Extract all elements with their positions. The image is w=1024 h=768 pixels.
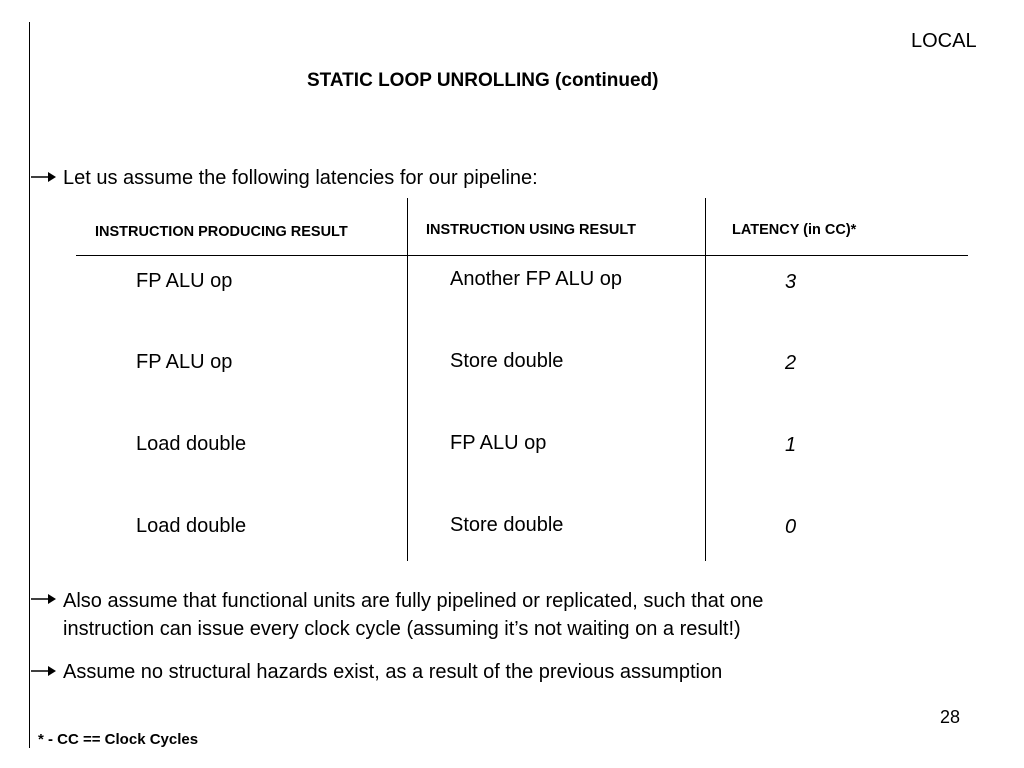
footnote: * - CC == Clock Cycles bbox=[38, 731, 199, 748]
table-column-divider bbox=[407, 198, 408, 561]
bullet-text: Let us assume the following latencies for our pipeline: bbox=[63, 167, 538, 189]
corner-label: LOCAL bbox=[911, 30, 977, 52]
arrow-right-icon bbox=[30, 663, 58, 679]
bullet-text-line-1: Also assume that functional units are fully pipelined or replicated, such that one bbox=[63, 590, 764, 612]
slide-title: STATIC LOOP UNROLLING (continued) bbox=[307, 70, 659, 91]
table-column-divider bbox=[705, 198, 706, 561]
user-cell: Another FP ALU op bbox=[450, 268, 622, 290]
user-cell: Store double bbox=[450, 350, 564, 372]
bullet-text: Assume no structural hazards exist, as a result of the previous assumption bbox=[63, 661, 723, 683]
column-header-user: INSTRUCTION USING RESULT bbox=[426, 222, 636, 238]
producer-cell: Load double bbox=[136, 515, 247, 537]
producer-cell: FP ALU op bbox=[136, 270, 233, 292]
column-header-producer: INSTRUCTION PRODUCING RESULT bbox=[95, 224, 348, 240]
column-header-latency: LATENCY (in CC)* bbox=[732, 222, 857, 238]
latency-cell: 1 bbox=[785, 434, 797, 456]
arrow-right-icon bbox=[30, 591, 58, 607]
latency-cell: 3 bbox=[785, 271, 797, 293]
latency-cell: 0 bbox=[785, 516, 797, 538]
page-number: 28 bbox=[940, 707, 961, 727]
user-cell: Store double bbox=[450, 514, 564, 536]
left-margin-rule bbox=[29, 22, 30, 748]
user-cell: FP ALU op bbox=[450, 432, 547, 454]
producer-cell: FP ALU op bbox=[136, 351, 233, 373]
table-header-rule bbox=[76, 255, 968, 256]
producer-cell: Load double bbox=[136, 433, 247, 455]
arrow-right-icon bbox=[30, 169, 58, 185]
latency-cell: 2 bbox=[785, 352, 797, 374]
bullet-text-line-2: instruction can issue every clock cycle (assuming it’s not waiting on a result!) bbox=[63, 618, 741, 640]
